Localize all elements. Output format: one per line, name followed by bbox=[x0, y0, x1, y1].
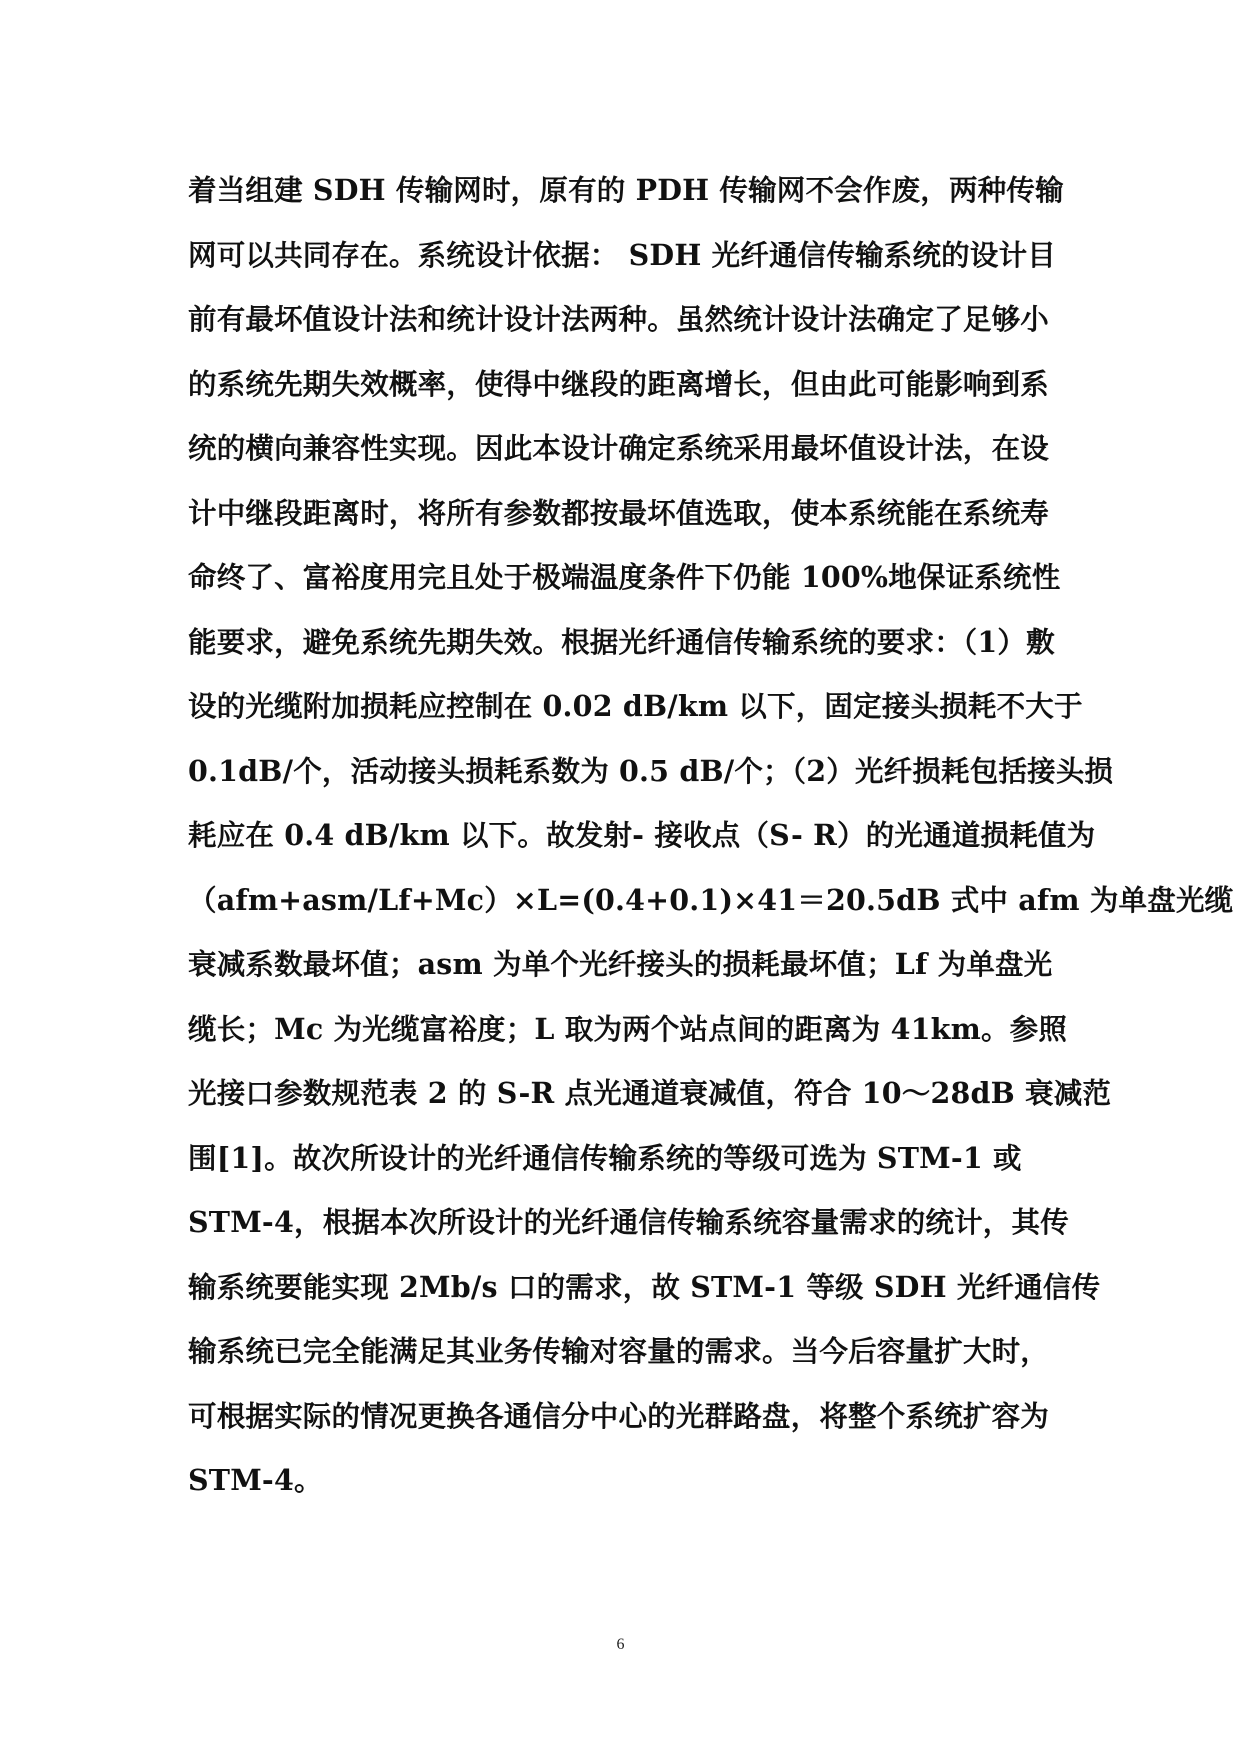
text-line-20: 可根据实际的情况更换各通信分中心的光群路盘，将整个系统扩容为 bbox=[188, 1398, 1050, 1433]
text-line-4: 的系统先期失效概率，使得中继段的距离增长，但由此可能影响到系 bbox=[188, 366, 1050, 401]
text-line-1: 着当组建 SDH 传输网时，原有的 PDH 传输网不会作废，两种传输 bbox=[188, 173, 1064, 207]
text-line-10: 0.1dB/个，活动接头损耗系数为 0.5 dB/个；（2）光纤损耗包括接头损 bbox=[188, 753, 1114, 788]
text-line-13: 衰减系数最坏值；asm 为单个光纤接头的损耗最坏值；Lf 为单盘光 bbox=[188, 947, 1053, 981]
text-line-11: 耗应在 0.4 dB/km 以下。故发射- 接收点（S- R）的光通道损耗值为 bbox=[188, 818, 1096, 852]
page-number: 6 bbox=[616, 1636, 625, 1653]
text-line-17: STM-4，根据本次所设计的光纤通信传输系统容量需求的统计，其传 bbox=[188, 1205, 1069, 1239]
text-line-19: 输系统已完全能满足其业务传输对容量的需求。当今后容量扩大时， bbox=[188, 1334, 1050, 1368]
text-line-3: 前有最坏值设计法和统计设计法两种。虽然统计设计法确定了足够小 bbox=[188, 302, 1050, 336]
text-line-7: 命终了、富裕度用完且处于极端温度条件下仍能 100%地保证系统性 bbox=[188, 560, 1061, 594]
text-line-8: 能要求，避免系统先期失效。根据光纤通信传输系统的要求：（1）敷 bbox=[188, 624, 1055, 659]
text-line-5: 统的横向兼容性实现。因此本设计确定系统采用最坏值设计法，在设 bbox=[188, 431, 1050, 465]
text-line-18: 输系统要能实现 2Mb/s 口的需求，故 STM-1 等级 SDH 光纤通信传 bbox=[188, 1269, 1101, 1304]
text-line-9: 设的光缆附加损耗应控制在 0.02 dB/km 以下，固定接头损耗不大于 bbox=[188, 689, 1083, 723]
text-line-15: 光接口参数规范表 2 的 S-R 点光通道衰减值，符合 10～28dB 衰减范 bbox=[188, 1076, 1112, 1110]
text-line-21: STM-4。 bbox=[188, 1463, 323, 1497]
text-line-12: （afm+asm/Lf+Mc）×L=(0.4+0.1)×41＝20.5dB 式中 afm 为单盘光缆 bbox=[188, 882, 1234, 917]
text-line-2: 网可以共同存在。系统设计依据： SDH 光纤通信传输系统的设计目 bbox=[188, 237, 1056, 272]
text-line-14: 缆长；Mc 为光缆富裕度；L 取为两个站点间的距离为 41km。参照 bbox=[188, 1011, 1068, 1046]
text-line-6: 计中继段距离时，将所有参数都按最坏值选取，使本系统能在系统寿 bbox=[188, 495, 1050, 530]
text-line-16: 围[1]。故次所设计的光纤通信传输系统的等级可选为 STM-1 或 bbox=[188, 1140, 1022, 1175]
body-paragraph bbox=[188, 158, 1234, 1513]
